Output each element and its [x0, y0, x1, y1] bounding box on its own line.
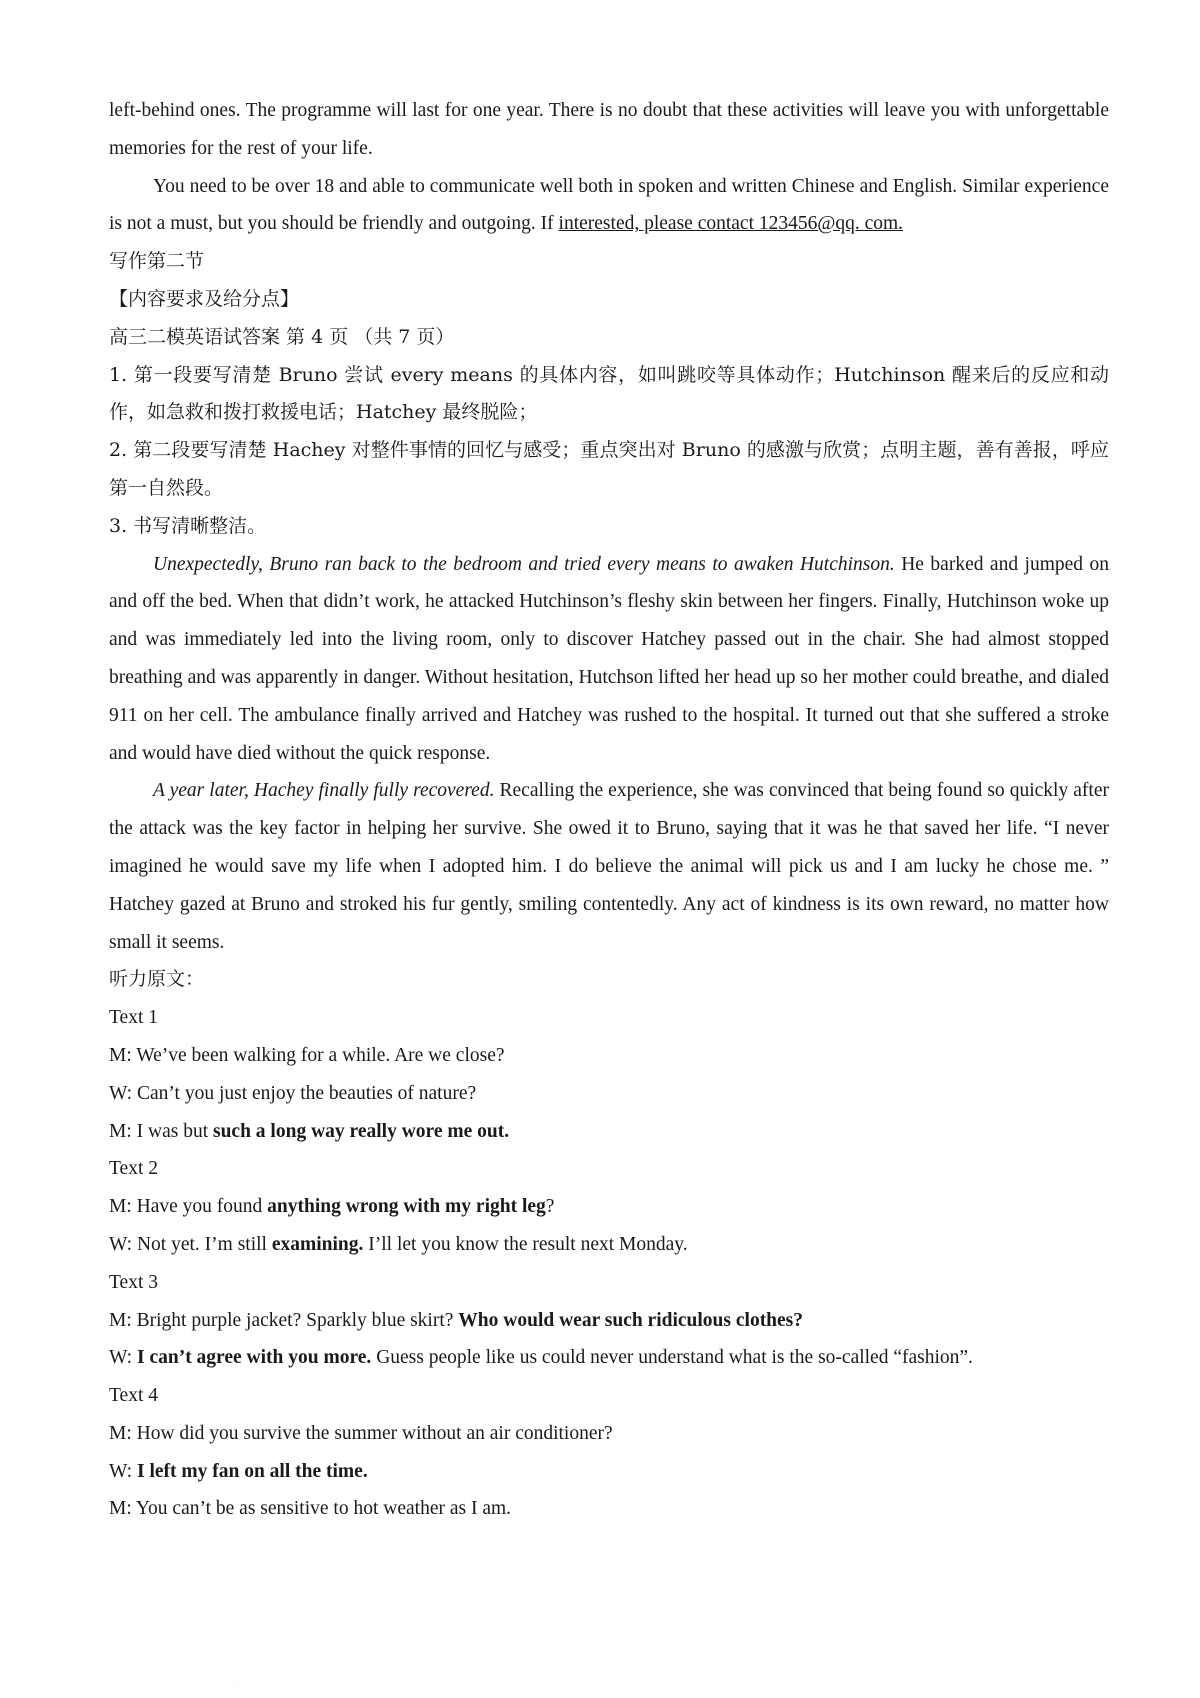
essay-paragraph-1 — [109, 546, 1109, 773]
text-3-line-1-bold: Who would wear such ridiculous clothes? — [458, 1309, 804, 1331]
essay-paragraph-2-body: Recalling the experience, she was convinced that being found so quickly after the attack was the key factor in helping her survive. She owed it to Bruno, saying that it was he that saved her life. “I never imagined he would save my life when I adopted him. I do believe the animal will pick us and I am lucky he chose me. ” Hatchey gazed at Bruno and stroked his fur gently, smiling contentedly. Any act of kindness is its own reward, no matter how small it seems. — [109, 780, 1109, 953]
requirement-3: 3. 书写清晰整洁。 — [109, 514, 267, 537]
text-2-label: Text 2 — [109, 1158, 158, 1180]
intro-paragraph-2-text: You need to be over 18 and able to communicate well both in spoken and written Chinese and English. Similar experience is not a must, but you should be friendly and outgoing. If — [109, 175, 1109, 235]
page-footer-note: 高三二模英语试答案 第 4 页 （共 7 页） — [109, 325, 455, 348]
text-1-line-3-start: M: I was but — [109, 1120, 213, 1142]
text-4-line-1: M: How did you survive the summer without an air conditioner? — [109, 1422, 613, 1444]
writing-section-title: 写作第二节 — [109, 250, 205, 273]
document-page — [109, 92, 1109, 1528]
essay-paragraph-1-body: He barked and jumped on and off the bed. When that didn’t work, he attacked Hutchinson’s fleshy skin between her fingers. Finally, Hutchinson woke up and was immediately led into the living room, only to discover Hatchey passed out in the chair. She had almost stopped breathing and was apparently in danger. Without hesitation, Hutchson lifted her head up so her mother could breathe, and dialed 911 on her cell. The ambulance finally arrived and Hatchey was rushed to the hospital. It turned out that she suffered a stroke and would have died without the quick response. — [109, 553, 1110, 764]
text-2-line-1-end: ? — [545, 1196, 555, 1218]
intro-paragraph-1-text: left-behind ones. The programme will last for one year. There is no doubt that these activities will leave you with unforgettable memories for the rest of your life. — [109, 100, 1109, 159]
text-4-line-2-start: W: — [109, 1460, 137, 1482]
text-2-line-1-start: M: Have you found — [109, 1196, 268, 1218]
text-3-line-2-bold: I can’t agree with you more. — [136, 1347, 372, 1369]
text-2-line-1 — [109, 1188, 1109, 1226]
intro-paragraph-1 — [109, 92, 1109, 168]
text-3-line-1-start: M: Bright purple jacket? Sparkly blue skirt? — [109, 1309, 459, 1331]
text-1-line-3 — [109, 1113, 1109, 1151]
requirement-1: 1. 第一段要写清楚 Bruno 尝试 every means 的具体内容，如叫跳咬等具体动作；Hutchinson 醒来后的反应和动作，如急救和拨打救援电话；Hatchey 最终脱险； — [109, 363, 1109, 424]
requirement-2: 2. 第二段要写清楚 Hachey 对整件事情的回忆与感受；重点突出对 Bruno 的感激与欣赏；点明主题，善有善报，呼应第一自然段。 — [109, 439, 1109, 499]
text-1-line-1: M: We’ve been walking for a while. Are we close? — [109, 1044, 505, 1066]
text-4-line-3: M: You can’t be as sensitive to hot weather as I am. — [109, 1498, 512, 1520]
essay-paragraph-1-opening: Unexpectedly, Bruno ran back to the bedroom and tried every means to awaken Hutchinson. — [153, 553, 895, 575]
text-2-line-2-bold: examining. — [271, 1233, 364, 1255]
text-4-label: Text 4 — [109, 1385, 158, 1407]
text-2-line-2-start: W: Not yet. I’m still — [109, 1233, 272, 1255]
text-2-line-2 — [109, 1226, 1109, 1264]
text-3-line-1 — [109, 1302, 1109, 1340]
essay-paragraph-2 — [109, 772, 1109, 961]
requirements-title: 【内容要求及给分点】 — [109, 287, 300, 310]
text-3-line-2 — [109, 1339, 1109, 1377]
text-4-line-2 — [109, 1453, 1109, 1491]
text-4-line-2-bold: I left my fan on all the time. — [136, 1460, 368, 1482]
text-3-label: Text 3 — [109, 1271, 158, 1293]
text-2-line-2-end: I’ll let you know the result next Monday. — [363, 1233, 688, 1255]
essay-paragraph-2-opening: A year later, Hachey finally fully recovered. — [153, 780, 495, 802]
text-2-line-1-bold: anything wrong with my right leg — [267, 1196, 546, 1218]
text-1-line-2: W: Can’t you just enjoy the beauties of nature? — [109, 1082, 477, 1104]
text-3-line-2-end: Guess people like us could never understand what is the so-called “fashion”. — [371, 1347, 973, 1369]
intro-paragraph-2 — [109, 168, 1109, 244]
listening-title: 听力原文： — [109, 968, 205, 991]
text-3-line-2-start: W: — [109, 1347, 137, 1369]
bottom-mark: . — [237, 1680, 239, 1689]
contact-email-text: interested, please contact 123456@qq. com. — [558, 213, 904, 235]
text-1-label: Text 1 — [109, 1007, 158, 1029]
text-1-line-3-bold: such a long way really wore me out. — [213, 1120, 510, 1142]
